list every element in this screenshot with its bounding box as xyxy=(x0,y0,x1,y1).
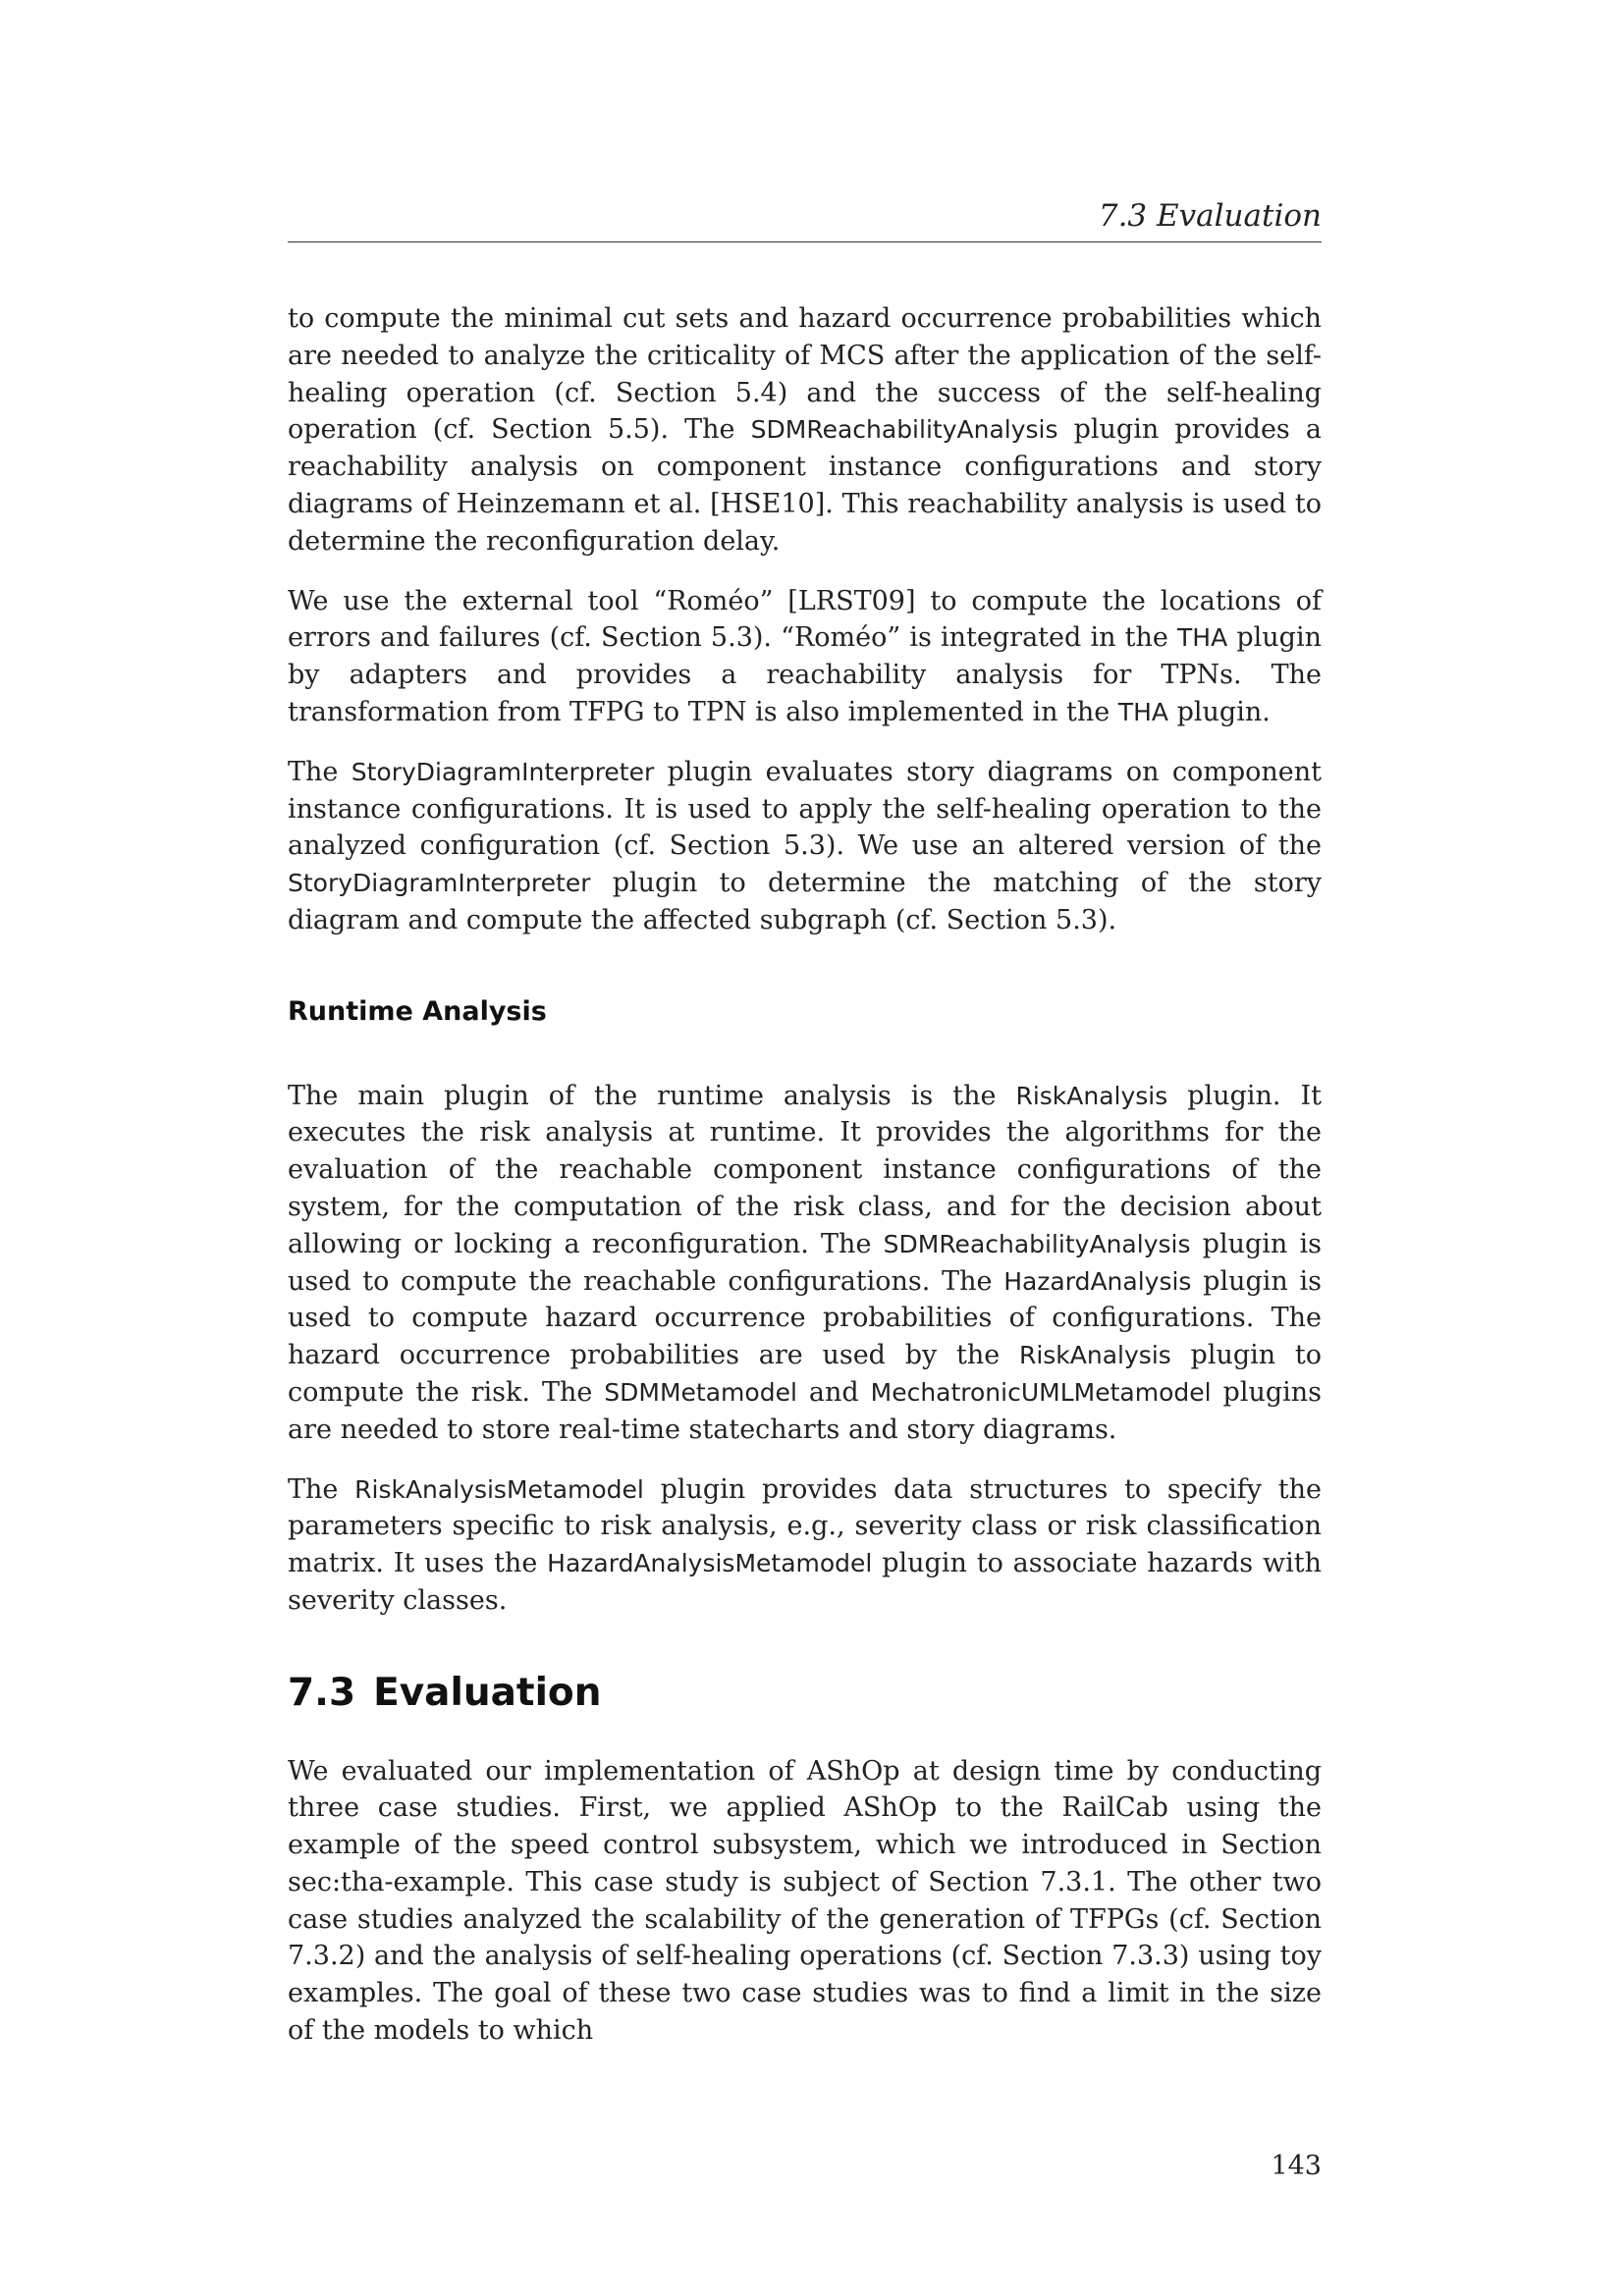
header-rule xyxy=(288,241,1322,242)
plugin-name: HazardAnalysisMetamodel xyxy=(547,1549,873,1578)
plugin-name: RiskAnalysisMetamodel xyxy=(354,1474,644,1504)
plugin-name: RiskAnalysis xyxy=(1018,1341,1171,1370)
paragraph: The StoryDiagramInterpreter plugin evaluates story diagrams on component instance configurations. It is used to apply the self-healing operation to the analyzed configuration (cf. Section 5.3). We use an altered version of the StoryDiagramInterpreter plugin to determine the matching of the story diagram and compute the affected subgraph (cf. Section 5.3). xyxy=(288,756,1322,935)
plugin-name: StoryDiagramInterpreter xyxy=(351,757,655,786)
plugin-name: HazardAnalysis xyxy=(1003,1266,1192,1296)
plugin-name: THA xyxy=(1177,623,1228,653)
paragraph: to compute the minimal cut sets and hazard occurrence probabilities which are needed to analyze the criticality of MCS after the application of the self-healing operation (cf. Section 5.4) and the success of the self-healing operation (cf. Section 5.5). The SDMReachabilityAnalysis plugin provides a reachability analysis on component instance configurations and story diagrams of Heinzemann et al. [HSE10]. This reachability analysis is used to determine the reconfiguration delay. xyxy=(288,303,1322,557)
plugin-name: StoryDiagramInterpreter xyxy=(288,869,591,898)
section-title: Evaluation xyxy=(373,1670,602,1715)
paragraph: We use the external tool “Roméo” [LRST09] to compute the locations of errors and failures (cf. Section 5.3). “Roméo” is integrated in the THA plugin by adapters and provides a reachability analysis for TPNs. The transformation from TFPG to TPN is also implemented in the THA plugin. xyxy=(288,585,1322,727)
page-number: 143 xyxy=(1271,2151,1322,2181)
paragraph: The main plugin of the runtime analysis is the RiskAnalysis plugin. It executes the risk analysis at runtime. It provides the algorithms for the evaluation of the reachable component instance configurations of the system, for the computation of the risk class, and for the decision about allowing or locking a reconfiguration. The SDMReachabilityAnalysis plugin is used to compute the reachable configurations. The HazardAnalysis plugin is used to compute hazard occurrence probabilities of configurations. The hazard occurrence probabilities are used by the RiskAnalysis plugin to compute the risk. The SDMMetamodel and MechatronicUMLMetamodel plugins are needed to store real-time statecharts and story diagrams. xyxy=(288,1080,1323,1445)
plugin-name: THA xyxy=(1117,697,1169,726)
paragraph: We evaluated our implementation of AShOp at design time by conducting three case studies. First, we applied AShOp to the RailCab using the example of the speed control subsystem, which we introduced in Section sec:tha-example. This case study is subject of Section 7.3.1. The other two case studies analyzed the scalability of the generation of TFPGs (cf. Section 7.3.2) and the analysis of self-healing operations (cf. Section 7.3.3) using toy examples. The goal of these two case studies was to find a limit in the size of the models to which xyxy=(288,1755,1322,2047)
plugin-name: SDMMetamodel xyxy=(604,1377,797,1407)
paragraph: The RiskAnalysisMetamodel plugin provides data structures to specify the parameters specific to risk analysis, e.g., severity class or risk classification matrix. It uses the HazardAnalysisMetamodel plugin to associate hazards with severity classes. xyxy=(288,1473,1322,1616)
subsection-heading: Runtime Analysis xyxy=(288,995,547,1027)
plugin-name: SDMReachabilityAnalysis xyxy=(750,415,1058,445)
section-heading xyxy=(288,1670,1322,1715)
plugin-name: MechatronicUMLMetamodel xyxy=(870,1377,1212,1407)
running-head: 7.3 Evaluation xyxy=(1098,198,1322,234)
plugin-name: RiskAnalysis xyxy=(1015,1081,1168,1110)
plugin-name: SDMReachabilityAnalysis xyxy=(883,1229,1191,1258)
section-number: 7.3 xyxy=(288,1670,356,1715)
body-text xyxy=(288,300,1322,2072)
